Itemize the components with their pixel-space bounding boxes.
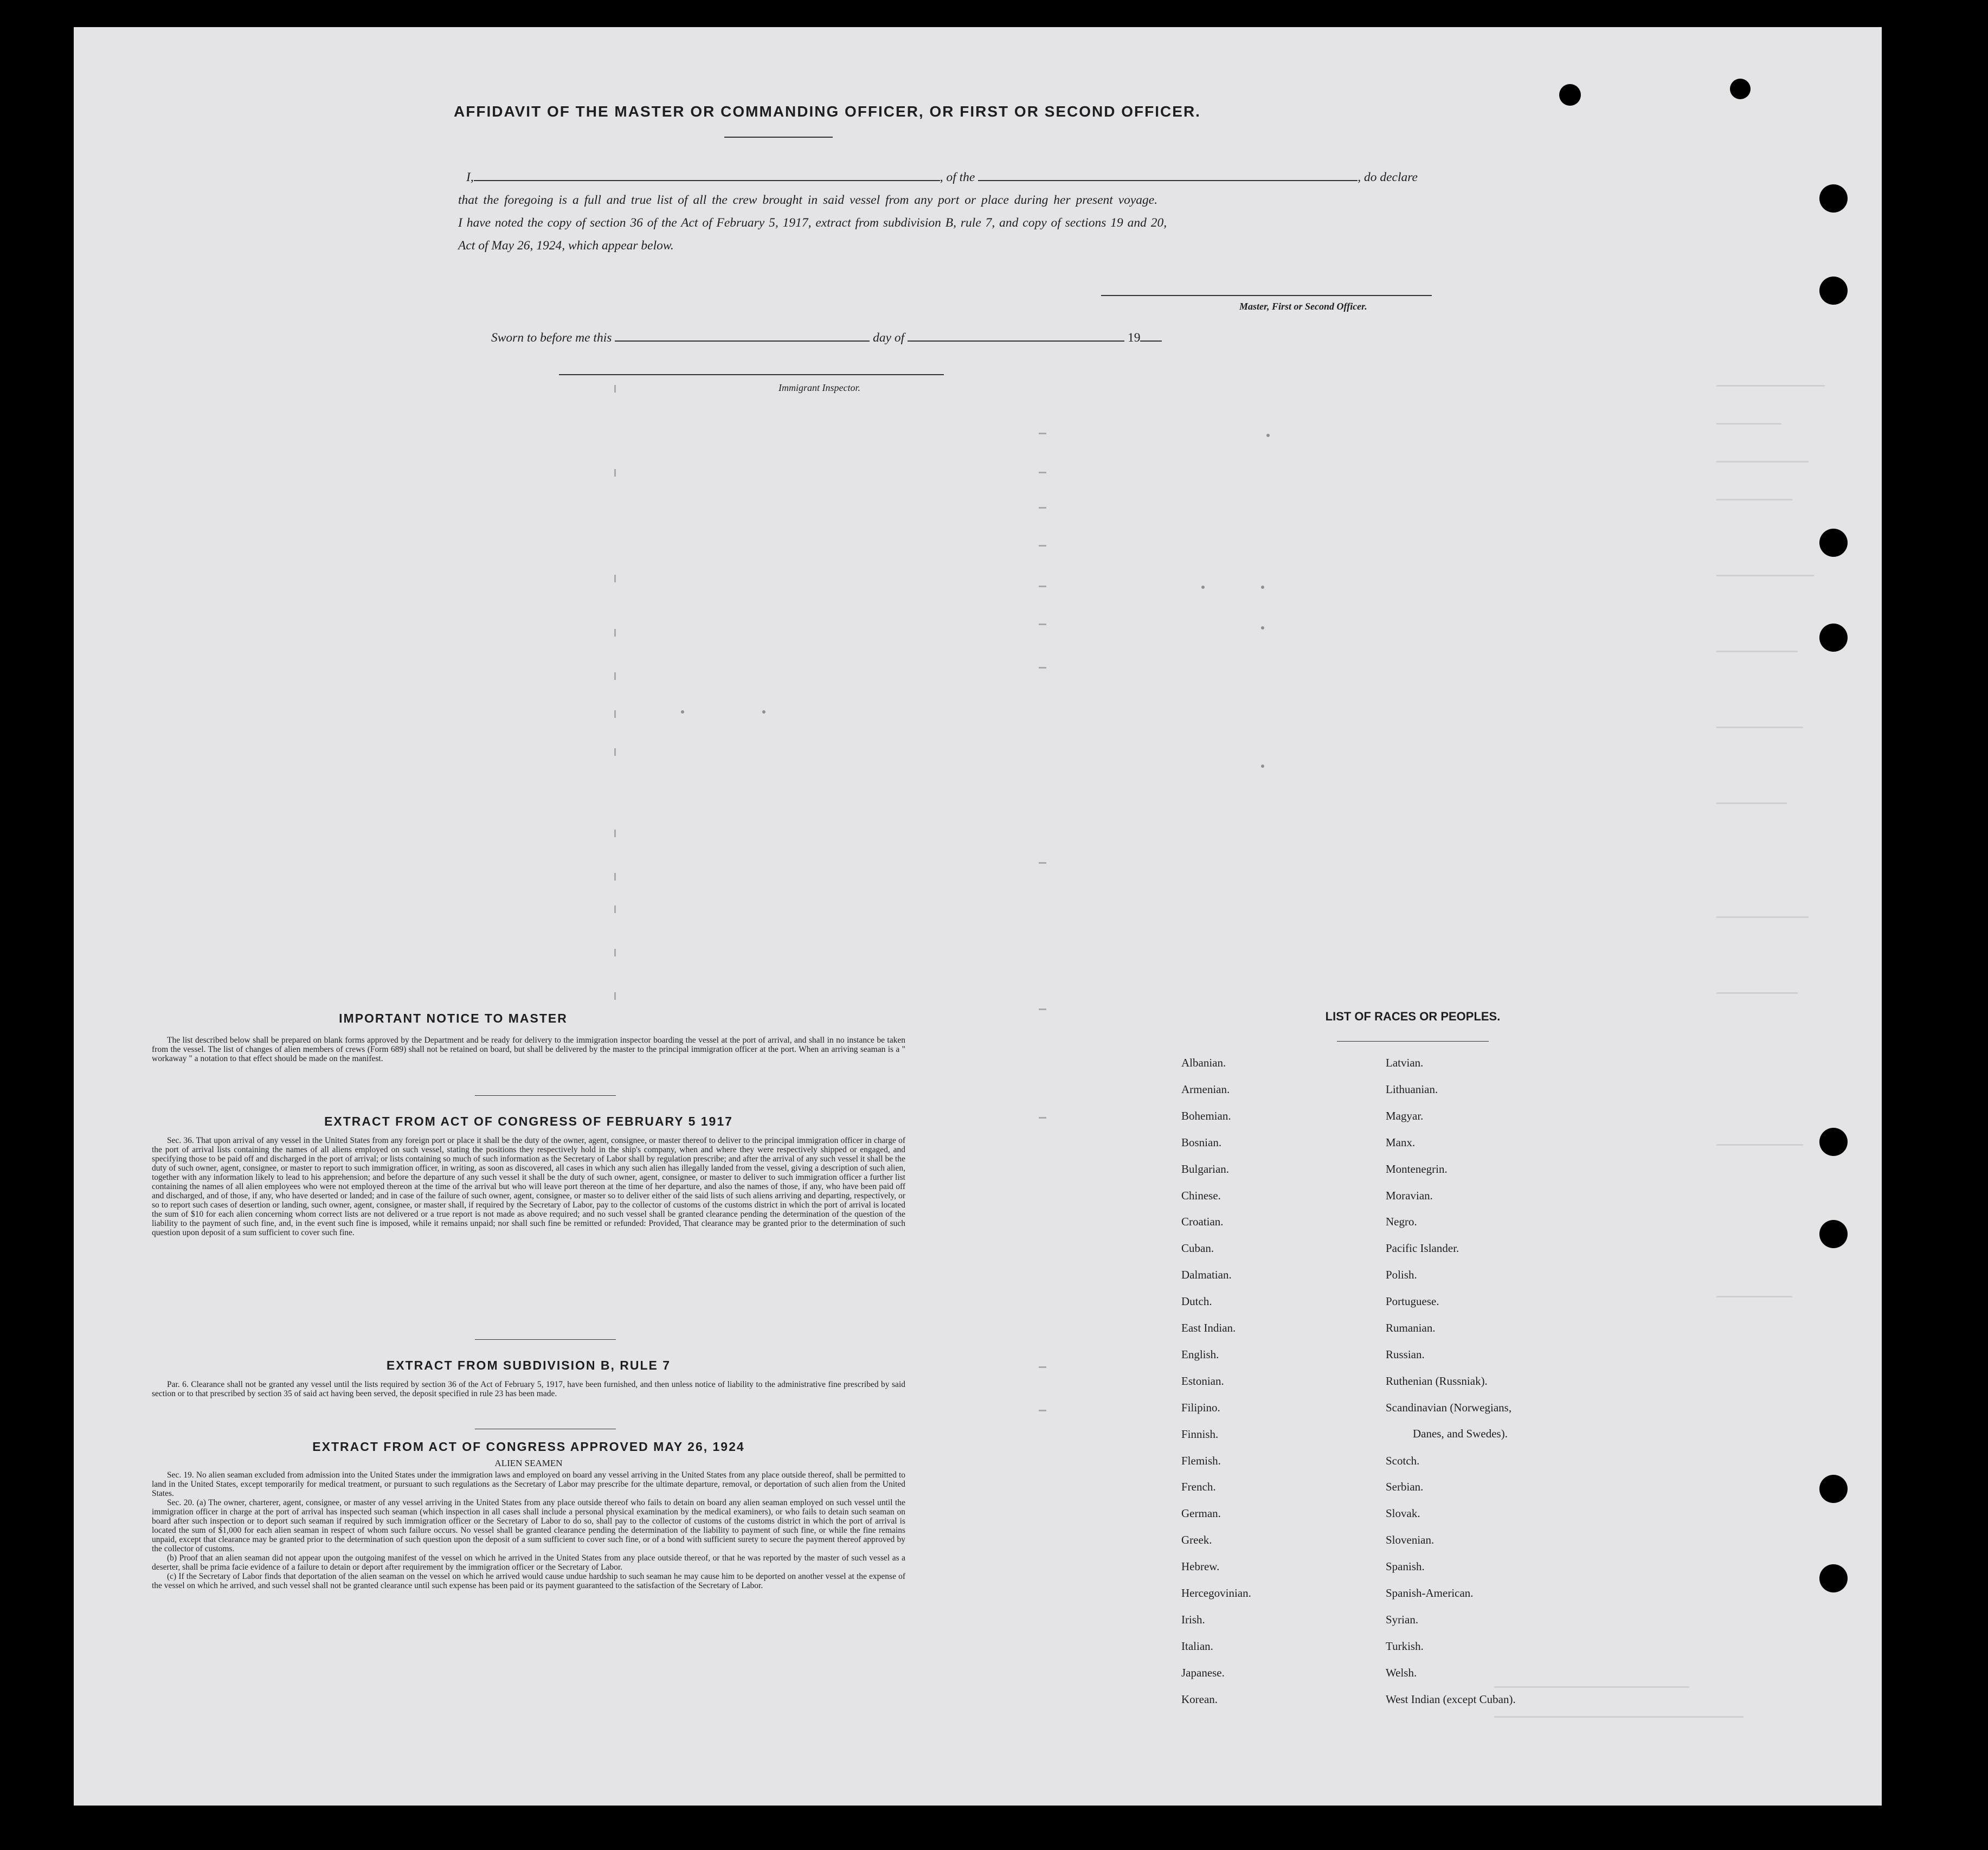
i-label: I, [466,170,474,184]
race-item: Scandinavian (Norwegians, [1386,1401,1512,1414]
act-1917-body [152,1136,905,1237]
day-of-label: day of [873,331,905,345]
race-item: Dalmatian. [1181,1268,1232,1282]
races-title: LIST OF RACES OR PEOPLES. [1325,1010,1501,1023]
subdivision-body [152,1380,905,1398]
declaration-line-4: Act of May 26, 1924, which appear below. [458,239,674,253]
race-item: Estonian. [1181,1374,1224,1388]
punch-hole [1819,1475,1848,1503]
title-divider [724,137,833,138]
declaration-line-1 [466,170,1418,185]
race-item: Ruthenian (Russniak). [1386,1374,1488,1388]
race-item: Italian. [1181,1639,1213,1653]
race-item: Irish. [1181,1613,1205,1626]
punch-hole [1559,84,1581,106]
do-declare-label: , do declare [1357,170,1418,184]
race-item: Croatian. [1181,1215,1224,1229]
par-6-text: Par. 6. Clearance shall not be granted any vessel until the lists required by section 36 of the Act of February 5, 1917, have been furnished, and then unless notice of liability to the administrative fine prescribed by said section or to that prescribed by section 35 of said act having been served, the deposit specified in rule 23 has been made. [152,1380,905,1398]
race-item: German. [1181,1507,1221,1520]
race-item: Serbian. [1386,1480,1424,1494]
race-item: Syrian. [1386,1613,1419,1626]
race-item: Negro. [1386,1215,1417,1229]
punch-hole [1819,184,1848,213]
punch-hole [1819,624,1848,652]
race-item: Latvian. [1386,1056,1424,1069]
vessel-name-field[interactable] [978,180,1357,181]
affidavit-title: AFFIDAVIT OF THE MASTER OR COMMANDING OFFICER, OR FIRST OR SECOND OFFICER. [454,103,1201,120]
race-item: Spanish-American. [1386,1586,1474,1600]
act-1917-title: EXTRACT FROM ACT OF CONGRESS OF FEBRUARY 5 1917 [324,1114,733,1128]
sec-20b-text: (b) Proof that an alien seaman did not appear upon the outgoing manifest of the vessel on which he arrived in the United States from any place outside thereof, or that he was reported by the master of such vessel as a deserter, shall be prima facie evidence of a failure to detain or deport after requirement by the immigration officer or the Secretary of Labor. [152,1553,905,1572]
punch-hole [1730,79,1751,99]
race-item: Rumanian. [1386,1321,1436,1334]
race-item: Russian. [1386,1347,1425,1361]
act-1917-divider [475,1339,616,1340]
year-label: 19 [1127,331,1141,345]
race-item: Japanese. [1181,1666,1225,1679]
race-item: Hercegovinian. [1181,1586,1251,1600]
race-continuation: Danes, and Swedes). [1413,1427,1508,1440]
race-item: Pacific Islander. [1386,1242,1459,1255]
master-signature-field[interactable] [1101,295,1432,296]
sec-36-text: Sec. 36. That upon arrival of any vessel in the United States from any foreign port or place it shall be the duty of the owner, agent, consignee, or master thereof to deliver to the principal immigration officer in charge of the port of arrival lists containing the names of all aliens employed on such vessel, stating the positions they respectively hold in the ship's company, when and where they were respectively shipped or engaged, and specifying those to be paid off and discharged in the port of arrival; or lists containing so much of such information as the Secretary of Labor shall by regulation prescribe; and after the arrival of any such vessel it shall be the duty of such owner, agent, consignee, or master to report to such immigration officer, in writing, as soon as discovered, all cases in which any such alien has illegally landed from the vessel, giving a description of such alien, together with any information likely to lead to his apprehension; and before the departure of any such vessel it shall be the duty of such owner, agent, consignee, or master to deliver to such immigration officer a further list containing the names of all alien employees who were not employed thereon at the time of the arrival but who will leave port thereon at the time of her departure, and also the names of those, if any, who have been paid off and discharged, and of those, if any, who have deserted or landed; and in case of the failure of such owner, agent, consignee, or master so to deliver either of the said lists of such aliens arriving and departing, respectively, or so to report such cases of desertion or landing, such owner, agent, consignee, or master shall, if required by the Secretary of Labor, pay to the collector of customs of the customs district in which the port of arrival is located the sum of $10 for each alien concerning whom correct lists are not delivered or a true report is not made as above required; and no such vessel shall be granted clearance pending the determination of the question of the liability to the payment of such fine, and, in the event such fine is imposed, while it remains unpaid; nor shall such fine be remitted or refunded: Provided, That clearance may be granted prior to the determination of such question upon deposit of a sum sufficient to cover such fine. [152,1136,905,1237]
race-item: Korean. [1181,1692,1218,1706]
notice-text: The list described below shall be prepared on blank forms approved by the Department and be ready for delivery to the immigration inspector boarding the vessel at the port of arrival, and shall in no instance be taken from the vessel. The list of changes of alien members of crews (Form 689) shall not be retained on board, but shall be delivered by the master to the principal immigration officer at the port. When an arriving seaman is a " workaway " a notation to that effect should be made on the manifest. [152,1036,905,1063]
sworn-year-field[interactable] [1140,341,1162,342]
race-item: Dutch. [1181,1295,1212,1308]
race-item: Portuguese. [1386,1295,1439,1308]
race-item: Lithuanian. [1386,1082,1438,1096]
of-the-label: , of the [940,170,975,184]
race-item: Spanish. [1386,1560,1425,1573]
declaration-line-2: that the foregoing is a full and true list of all the crew brought in said vessel from any port or place during her present voyage. [458,193,1158,207]
race-item: West Indian (except Cuban). [1386,1692,1516,1706]
sworn-day-field[interactable] [615,341,870,342]
manifest-page [74,27,1882,1806]
race-item: Slovenian. [1386,1533,1434,1547]
race-item: Hebrew. [1181,1560,1220,1573]
sworn-month-field[interactable] [908,341,1124,342]
race-item: English. [1181,1347,1219,1361]
race-item: Welsh. [1386,1666,1417,1679]
notice-divider [475,1095,616,1096]
race-item: Cuban. [1181,1242,1214,1255]
race-item: Moravian. [1386,1189,1433,1202]
race-item: Polish. [1386,1268,1417,1282]
act-1924-title: EXTRACT FROM ACT OF CONGRESS APPROVED MAY 26, 1924 [312,1440,745,1454]
inspector-signature-field[interactable] [559,374,944,375]
race-item: French. [1181,1480,1216,1494]
race-item: East Indian. [1181,1321,1236,1334]
race-item: Armenian. [1181,1082,1230,1096]
race-item: Flemish. [1181,1454,1221,1467]
race-item: Manx. [1386,1135,1416,1149]
race-item: Bosnian. [1181,1135,1222,1149]
race-item: Chinese. [1181,1189,1221,1202]
race-item: Finnish. [1181,1427,1219,1441]
race-item: Bulgarian. [1181,1162,1230,1175]
race-item: Filipino. [1181,1401,1220,1414]
race-item: Scotch. [1386,1454,1420,1467]
act-1924-body [152,1470,905,1590]
notice-body [152,1036,905,1063]
sec-20a-text: Sec. 20. (a) The owner, charterer, agent, consignee, or master of any vessel arriving in the United States from any place outside thereof who fails to detain on board any alien seaman employed on such vessel until the immigration officer in charge at the port of arrival has inspected such seaman (which inspection in all cases shall include a personal physical examination by the medical examiners), or who fails to detain such seaman on board after such inspection or to deport such seaman if required by such immigration officer or the Secretary of Labor to do so, shall pay to the collector of customs of the customs district in which the port of arrival is located the sum of $1,000 for each alien seaman in respect of whom such failure occurs. No vessel shall be granted clearance pending the determination of the liability to payment of such fine, or while the fine remains unpaid, except that clearance may be granted prior to the determination of such question upon the deposit of a sum sufficient to cover such fine, or of a bond with sufficient surety to secure the payment thereof approved by the collector of customs. [152,1498,905,1553]
sec-20c-text: (c) If the Secretary of Labor finds that deportation of the alien seaman on the vessel on which he arrived would cause undue hardship to such seaman he may cause him to be deported on another vessel at the expense of the vessel on which he arrived, and such vessel shall not be granted clearance until such expense has been paid or its payment guaranteed to the satisfaction of the Secretary of Labor. [152,1572,905,1590]
declaration-line-3: I have noted the copy of section 36 of the Act of February 5, 1917, extract from subdivision B, rule 7, and copy of sections 19 and 20, [458,216,1167,230]
sec-19-text: Sec. 19. No alien seaman excluded from admission into the United States under the immigration laws and employed on board any vessel arriving in the United States from any place outside thereof, shall be permitted to land in the United States, except temporarily for medical treatment, or pursuant to such regulations as the Secretary of Labor may prescribe for the ultimate departure, removal, or deportation of such alien from the United States. [152,1470,905,1498]
master-signature-label: Master, First or Second Officer. [1239,301,1367,312]
act-1924-subtitle: ALIEN SEAMEN [494,1458,563,1468]
punch-hole [1819,1128,1848,1156]
race-item: Montenegrin. [1386,1162,1447,1175]
race-item: Bohemian. [1181,1109,1231,1122]
race-item: Albanian. [1181,1056,1226,1069]
punch-hole [1819,1220,1848,1248]
race-item: Magyar. [1386,1109,1424,1122]
punch-hole [1819,529,1848,557]
race-item: Turkish. [1386,1639,1424,1653]
races-divider [1337,1041,1489,1042]
sworn-line [491,331,1162,345]
notice-title: IMPORTANT NOTICE TO MASTER [339,1011,568,1025]
sworn-label: Sworn to before me this [491,331,612,345]
race-item: Slovak. [1386,1507,1420,1520]
master-name-field[interactable] [474,180,940,181]
race-item: Greek. [1181,1533,1212,1547]
punch-hole [1819,1564,1848,1592]
punch-hole [1819,277,1848,305]
inspector-label: Immigrant Inspector. [779,382,860,393]
subdivision-title: EXTRACT FROM SUBDIVISION B, RULE 7 [386,1358,671,1372]
